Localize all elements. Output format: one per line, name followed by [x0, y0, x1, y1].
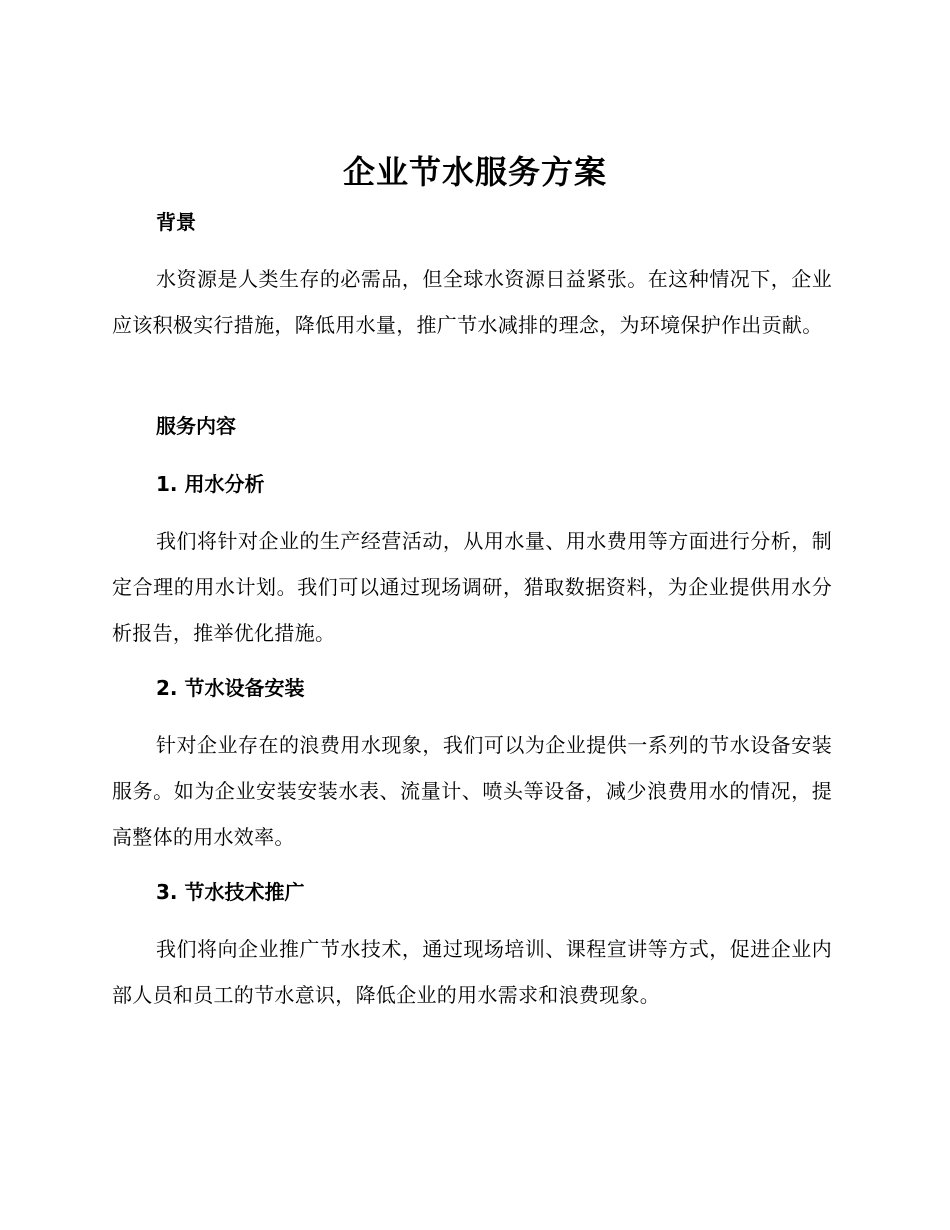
- subsection-heading-water-analysis: 1. 用水分析: [156, 472, 265, 496]
- background-paragraph: 水资源是人类生存的必需品，但全球水资源日益紧张。在这种情况下，企业应该积极实行措施，降低用水量，推广节水减排的理念，为环境保护作出贡献。: [112, 267, 832, 337]
- section-heading-background: 背景: [156, 210, 196, 234]
- equipment-installation-paragraph: 针对企业存在的浪费用水现象，我们可以为企业提供一系列的节水设备安装服务。如为企业安装安装水表、流量计、喷头等设备，减少浪费用水的情况，提高整体的用水效率。: [112, 733, 832, 849]
- water-analysis-paragraph: 我们将针对企业的生产经营活动，从用水量、用水费用等方面进行分析，制定合理的用水计划。我们可以通过现场调研，猎取数据资料，为企业提供用水分析报告，推举优化措施。: [112, 529, 832, 645]
- subsection-heading-equipment-installation: 2. 节水设备安装: [156, 676, 305, 700]
- technology-promotion-paragraph: 我们将向企业推广节水技术，通过现场培训、课程宣讲等方式，促进企业内部人员和员工的节水意识，降低企业的用水需求和浪费现象。: [112, 937, 832, 1007]
- subsection-heading-technology-promotion: 3. 节水技术推广: [156, 880, 305, 904]
- section-heading-service-content: 服务内容: [156, 414, 236, 438]
- document-title: 企业节水服务方案: [342, 153, 607, 191]
